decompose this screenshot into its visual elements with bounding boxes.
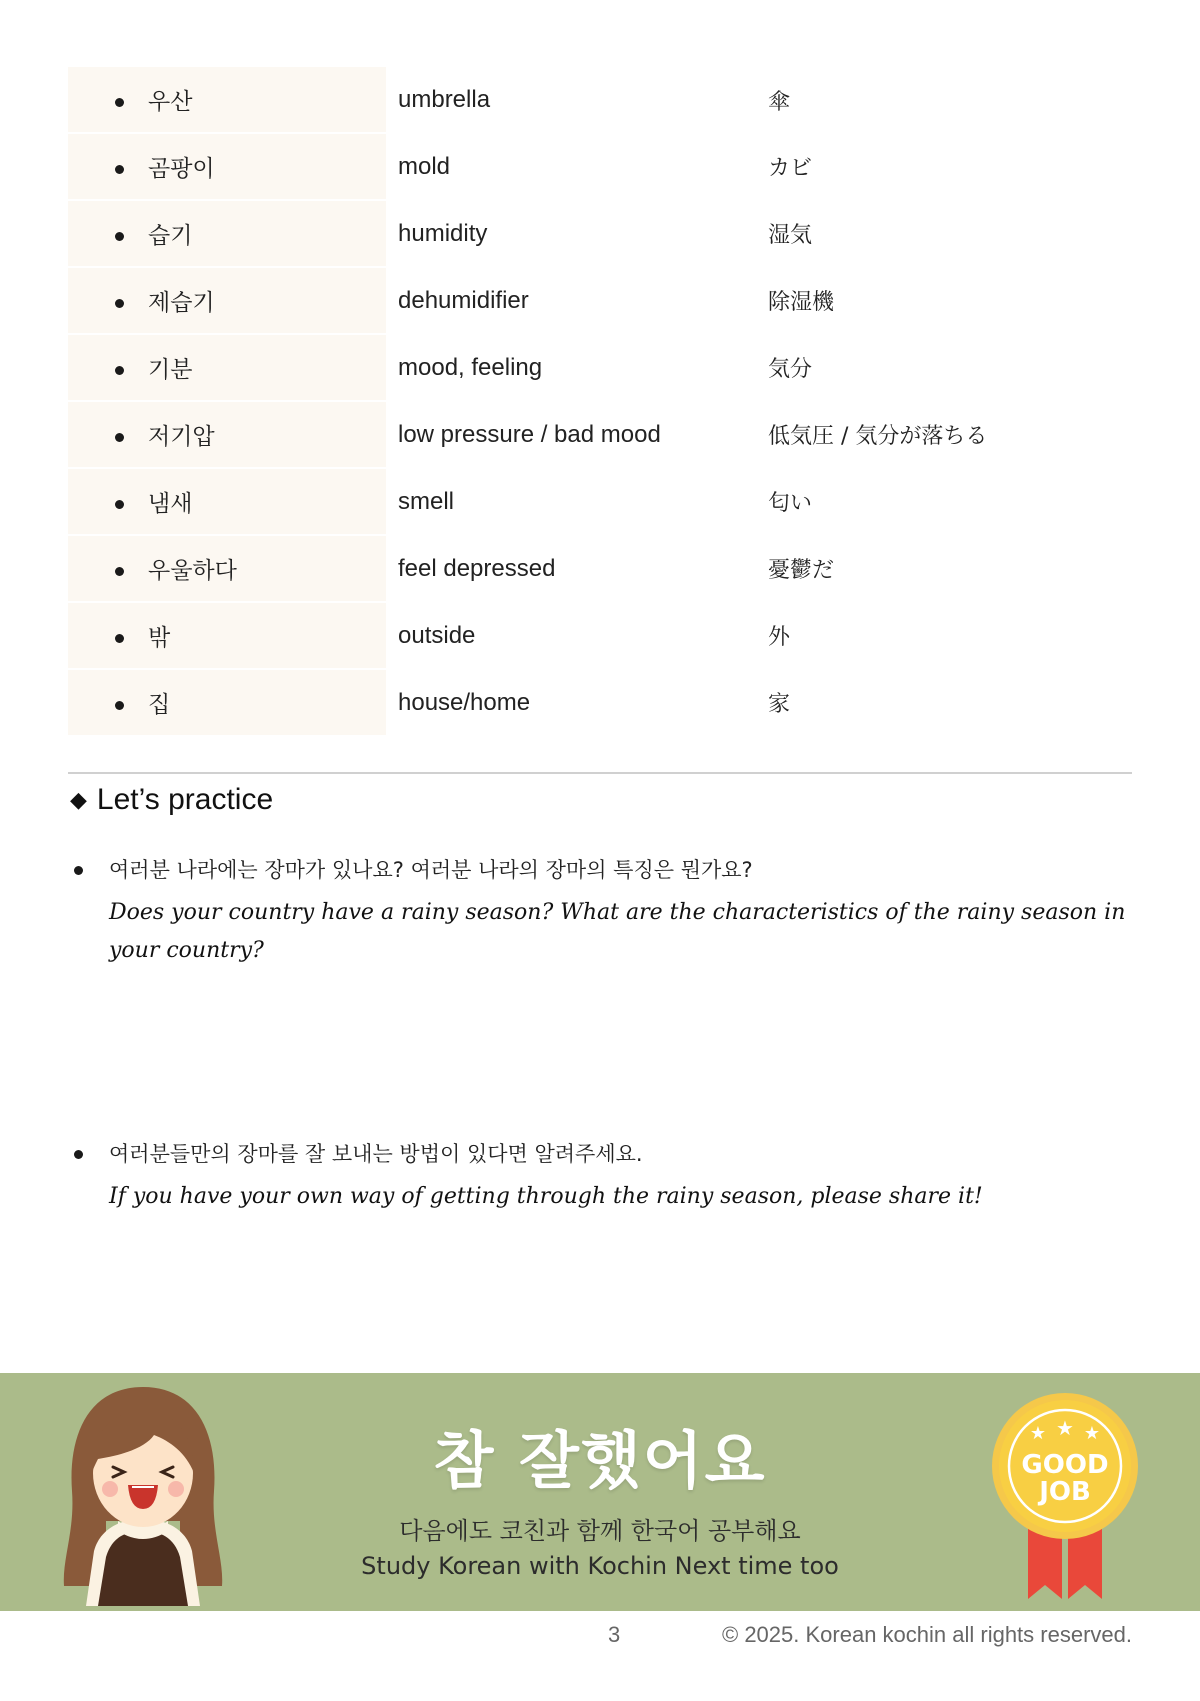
vocabulary-row bbox=[68, 200, 1132, 267]
korean-cell bbox=[68, 200, 386, 267]
english-meaning: humidity bbox=[398, 219, 488, 247]
english-meaning: smell bbox=[398, 487, 455, 515]
english-meaning: umbrella bbox=[398, 86, 491, 113]
bullet-icon bbox=[115, 634, 124, 643]
korean-cell bbox=[68, 334, 386, 401]
korean-word: 습기 bbox=[148, 223, 193, 249]
vocabulary-row bbox=[68, 67, 1132, 133]
section-divider bbox=[68, 772, 1132, 774]
japanese-meaning: 外 bbox=[768, 625, 791, 650]
question-english: If you have your own way of getting through the rainy season, please share it! bbox=[109, 1184, 983, 1209]
korean-cell bbox=[68, 133, 386, 200]
good-job-badge-icon bbox=[990, 1391, 1140, 1601]
vocabulary-row bbox=[68, 535, 1132, 602]
practice-heading bbox=[70, 783, 273, 817]
bullet-icon bbox=[115, 500, 124, 509]
japanese-meaning: 匂い bbox=[768, 491, 813, 516]
japanese-meaning: 湿気 bbox=[768, 223, 813, 248]
bullet-icon bbox=[115, 366, 124, 375]
bullet-icon bbox=[115, 433, 124, 442]
korean-word: 밖 bbox=[148, 625, 171, 651]
question-english: Does your country have a rainy season? What are the characteristics of the rainy season in your country? bbox=[109, 900, 1126, 963]
svg-text:★: ★ bbox=[1056, 1416, 1074, 1440]
vocabulary-row bbox=[68, 267, 1132, 334]
english-meaning: mold bbox=[398, 152, 451, 180]
practice-title: Let’s practice bbox=[96, 783, 274, 816]
english-meaning: feel depressed bbox=[398, 554, 556, 582]
korean-word: 우산 bbox=[148, 89, 193, 115]
english-meaning: dehumidifier bbox=[398, 286, 529, 314]
page-number: 3 bbox=[608, 1622, 621, 1647]
english-meaning: low pressure / bad mood bbox=[398, 420, 661, 448]
korean-word: 제습기 bbox=[148, 290, 215, 316]
korean-cell bbox=[68, 602, 386, 669]
banner-title: 참 잘했어요 bbox=[433, 1424, 767, 1497]
banner-subtitle-english: Study Korean with Kochin Next time too bbox=[361, 1552, 839, 1580]
english-meaning: house/home bbox=[398, 688, 531, 716]
vocabulary-row bbox=[68, 602, 1132, 669]
japanese-meaning: 低気圧 / 気分が落ちる bbox=[768, 424, 988, 449]
vocabulary-row bbox=[68, 133, 1132, 200]
bullet-icon bbox=[115, 232, 124, 241]
vocabulary-table bbox=[68, 67, 1132, 737]
bullet-icon bbox=[115, 567, 124, 576]
practice-question-2 bbox=[70, 1136, 1130, 1216]
question-korean: 여러분 나라에는 장마가 있나요? 여러분 나라의 장마의 특징은 뭔가요? bbox=[109, 858, 753, 882]
korean-cell bbox=[68, 468, 386, 535]
good-job-banner bbox=[0, 1373, 1200, 1611]
vocabulary-row bbox=[68, 334, 1132, 401]
korean-cell bbox=[68, 67, 386, 133]
japanese-meaning: 除湿機 bbox=[768, 290, 835, 315]
korean-word: 기분 bbox=[148, 357, 193, 383]
bullet-icon bbox=[115, 299, 124, 308]
practice-question-1 bbox=[70, 852, 1130, 970]
banner-subtitle-korean: 다음에도 코친과 함께 한국어 공부해요 bbox=[399, 1517, 801, 1545]
korean-word: 집 bbox=[148, 692, 171, 718]
korean-cell bbox=[68, 401, 386, 468]
bullet-icon bbox=[74, 866, 83, 875]
japanese-meaning: 傘 bbox=[768, 89, 791, 115]
japanese-meaning: 憂鬱だ bbox=[768, 558, 835, 583]
badge-text-good: GOOD bbox=[1021, 1450, 1109, 1480]
svg-text:★: ★ bbox=[1083, 1423, 1101, 1444]
vocabulary-row bbox=[68, 669, 1132, 736]
japanese-meaning: カビ bbox=[768, 156, 813, 181]
bullet-icon bbox=[115, 165, 124, 174]
korean-cell bbox=[68, 267, 386, 334]
copyright-text: © 2025. Korean kochin all rights reserved. bbox=[722, 1622, 1132, 1647]
bullet-icon bbox=[115, 98, 124, 107]
english-meaning: mood, feeling bbox=[398, 353, 543, 381]
diamond-icon: ◆ bbox=[70, 787, 87, 812]
korean-cell bbox=[68, 669, 386, 736]
english-meaning: outside bbox=[398, 621, 476, 649]
svg-text:★: ★ bbox=[1029, 1423, 1047, 1444]
vocabulary-row bbox=[68, 401, 1132, 468]
vocabulary-row bbox=[68, 468, 1132, 535]
korean-cell bbox=[68, 535, 386, 602]
bullet-icon bbox=[115, 701, 124, 710]
korean-word: 저기압 bbox=[148, 424, 215, 450]
korean-word: 곰팡이 bbox=[148, 156, 215, 182]
korean-word: 냄새 bbox=[148, 491, 193, 517]
badge-text-job: JOB bbox=[1039, 1477, 1091, 1507]
question-korean: 여러분들만의 장마를 잘 보내는 방법이 있다면 알려주세요. bbox=[109, 1142, 643, 1166]
korean-word: 우울하다 bbox=[148, 558, 237, 584]
bullet-icon bbox=[74, 1150, 83, 1159]
japanese-meaning: 家 bbox=[768, 692, 791, 717]
japanese-meaning: 気分 bbox=[768, 357, 813, 382]
